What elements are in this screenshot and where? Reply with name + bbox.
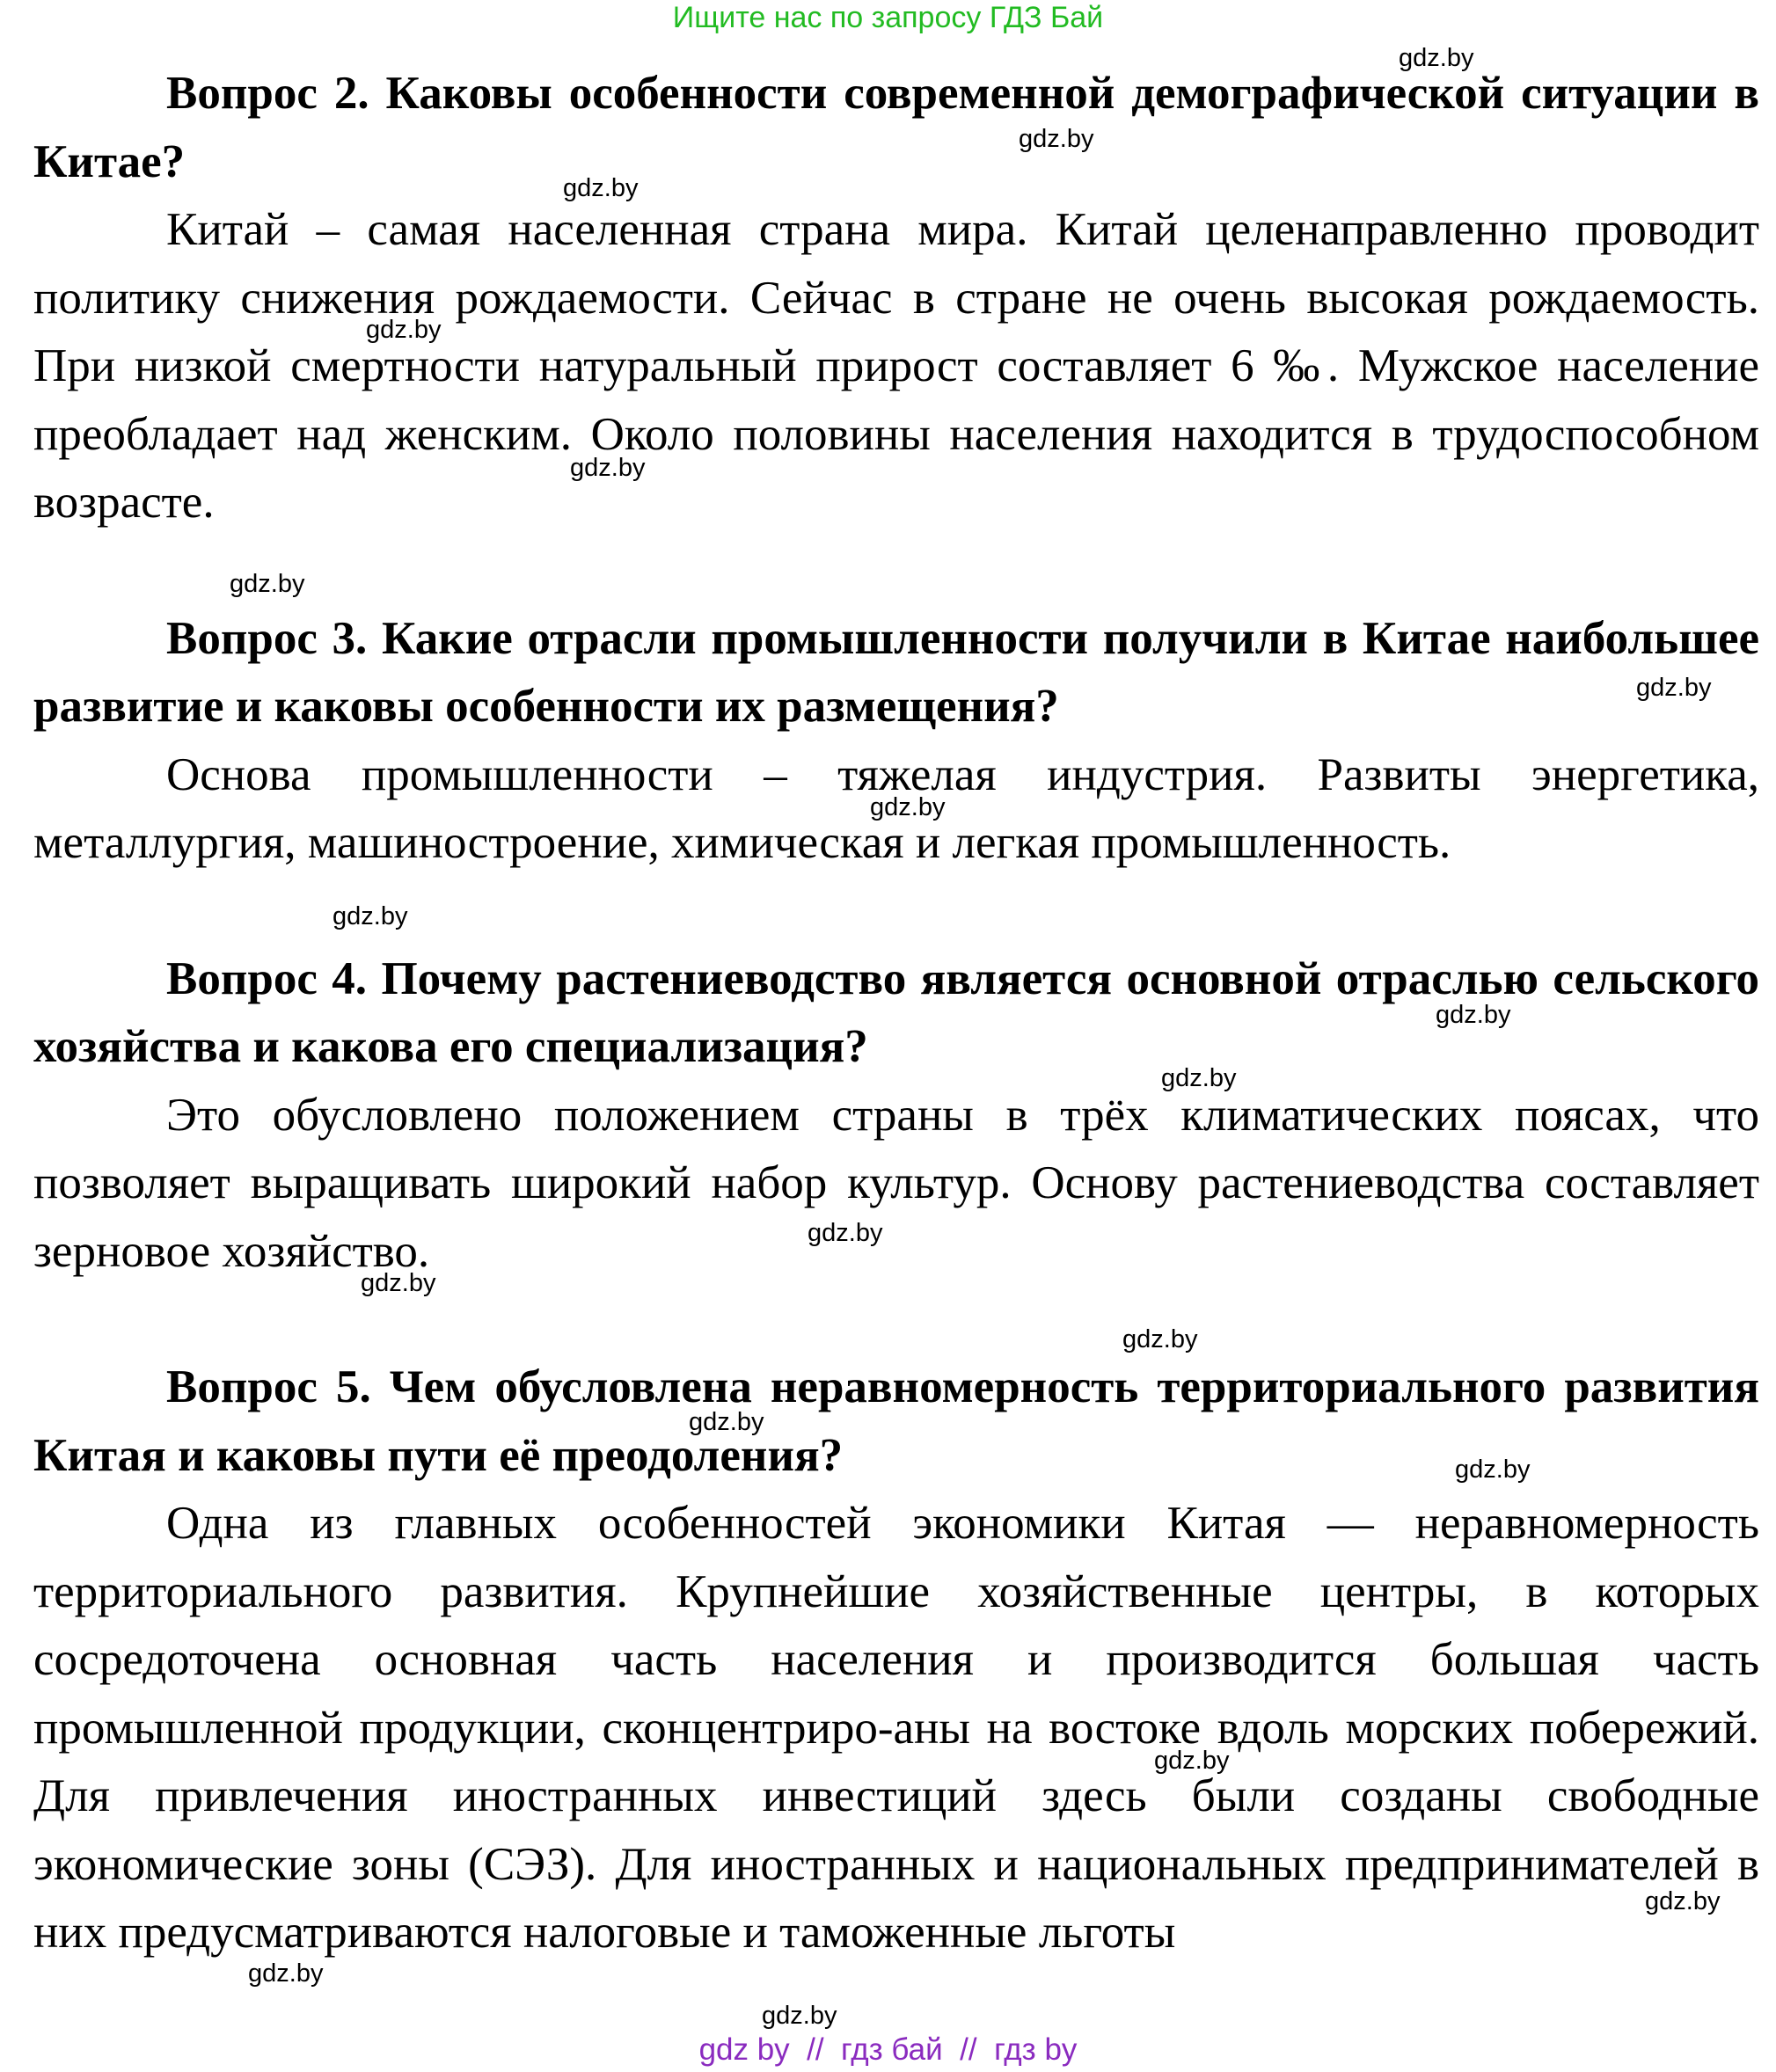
question-block-4 [33, 945, 1759, 1287]
answer-paragraph: Китай – самая населенная страна мира. Китай целенаправленно проводит политику снижения рождаемости. Сейчас в стране не очень высокая рождаемость. При низкой смертности натуральный прирост составляет 6 ‰. Мужское население преобладает над женским. Около половины населения находится в трудоспособном возрасте. [33, 204, 1759, 528]
watermark: gdz.by [248, 1959, 324, 1988]
footer-links [0, 2032, 1776, 2068]
search-hint-link[interactable]: Ищите нас по запросу ГДЗ Бай [672, 1, 1104, 34]
answer-paragraph: Это обусловлено положением страны в трёх климатических поясах, что позволяет выращивать широкий набор культур. Основу растениеводства составляет зерновое хозяйство. [33, 1089, 1759, 1277]
footer-link-gdz-by-ru[interactable]: гдз by [994, 2032, 1078, 2067]
watermark: gdz.by [1645, 1887, 1721, 1915]
watermark: gdz.by [870, 793, 946, 821]
footer-separator: // [789, 2032, 842, 2067]
question-block-3 [33, 605, 1759, 878]
watermark: gdz.by [808, 1219, 883, 1247]
footer-link-gdz-bai[interactable]: гдз бай [841, 2032, 943, 2067]
watermark: gdz.by [366, 316, 442, 344]
watermark: gdz.by [361, 1269, 436, 1297]
answer-paragraph: Основа промышленности – тяжелая индустрия. Развиты энергетика, металлургия, машиностроение, химическая и легкая промышленность. [33, 748, 1759, 868]
watermark: gdz.by [689, 1408, 764, 1436]
watermark: gdz.by [1455, 1456, 1531, 1484]
question-heading: Вопрос 5. Чем обусловлена неравномерность территориального развития Китая и каковы пути её преодоления? [33, 1361, 1759, 1481]
watermark: gdz.by [762, 2002, 837, 2030]
footer-separator: // [942, 2032, 995, 2067]
answer-paragraph: Одна из главных особенностей экономики Китая — неравномерность территориального развития. Крупнейшие хозяйственные центры, в которых сосредоточена основная часть населения и производится большая часть промышленной продукции, сконцентриро-аны на востоке вдоль морских побережий. Для привлечения иностранных инвестиций здесь были созданы свободные экономические зоны (СЭЗ). Для иностранных и национальных предпринимателей в них предусматриваются налоговые и таможенные льготы [33, 1498, 1759, 1958]
watermark: gdz.by [1436, 1001, 1511, 1029]
watermark: gdz.by [570, 454, 646, 482]
question-block-5 [33, 1353, 1759, 1967]
question-block-2 [33, 60, 1759, 537]
watermark: gdz.by [1154, 1747, 1230, 1775]
footer-link-gdz-by[interactable]: gdz by [698, 2032, 790, 2067]
watermark: gdz.by [1019, 125, 1094, 153]
watermark: gdz.by [1636, 674, 1712, 702]
watermark: gdz.by [230, 570, 305, 598]
watermark: gdz.by [563, 174, 639, 202]
question-heading: Вопрос 2. Каковы особенности современной демографической ситуации в Китае? [33, 68, 1759, 187]
watermark: gdz.by [1122, 1325, 1198, 1353]
question-heading: Вопрос 4. Почему растениеводство является основной отраслью сельского хозяйства и какова его специализация? [33, 952, 1759, 1072]
watermark: gdz.by [1399, 44, 1474, 72]
watermark: gdz.by [1161, 1064, 1237, 1092]
watermark: gdz.by [333, 902, 408, 930]
question-heading: Вопрос 3. Какие отрасли промышленности получили в Китае наибольшее развитие и каковы особенности их размещения? [33, 612, 1759, 732]
